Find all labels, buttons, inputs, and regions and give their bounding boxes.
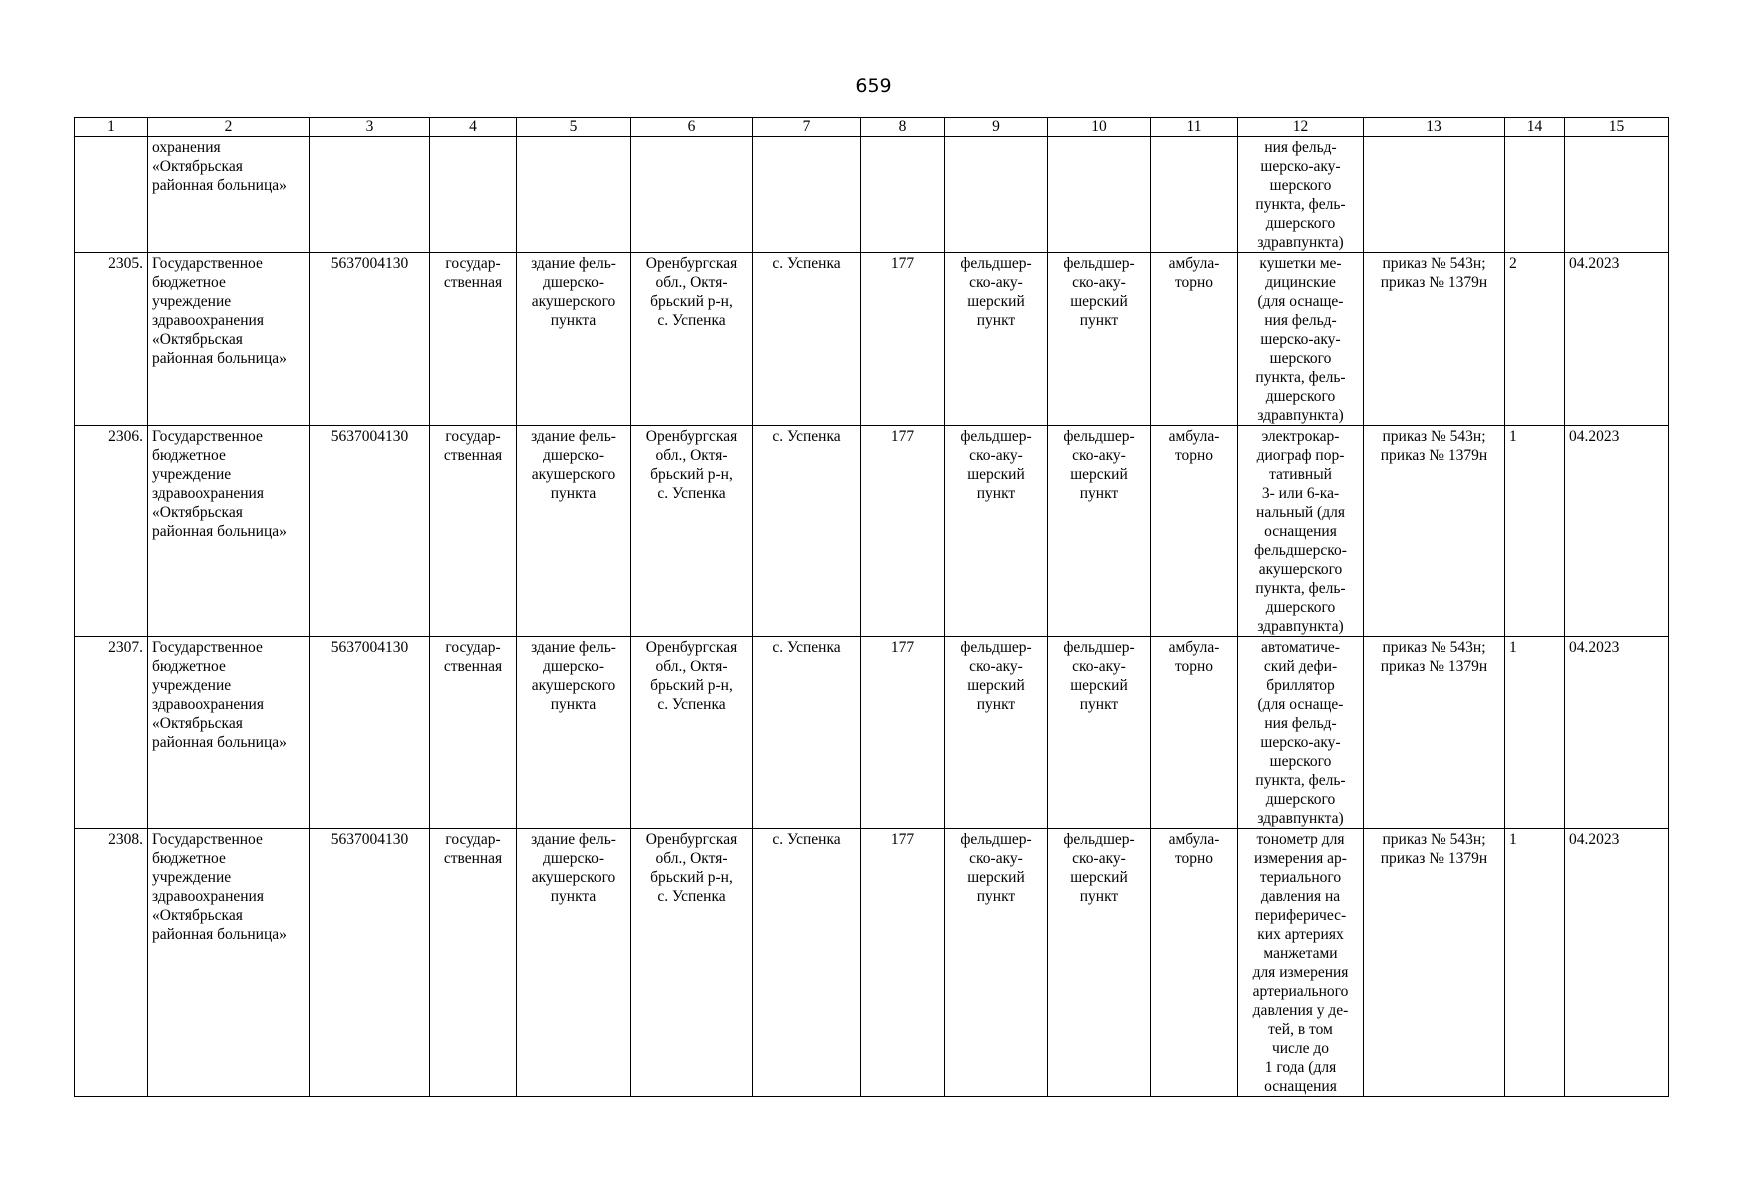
- column-header: 2: [148, 118, 310, 137]
- cell-order: приказ № 543н; приказ № 1379н: [1364, 829, 1505, 1097]
- cell-ownership: государ- ственная: [430, 829, 517, 1097]
- cell-num: [75, 137, 148, 253]
- cell-quantity: 2: [1505, 253, 1565, 426]
- registry-table: [74, 117, 1669, 1097]
- cell-unit-type: фельдшер- ско-аку- шерский пункт: [945, 829, 1048, 1097]
- cell-num: 2308.: [75, 829, 148, 1097]
- cell-locality: с. Успенка: [753, 426, 861, 637]
- cell-empty: [1565, 137, 1669, 253]
- cell-address: Оренбургская обл., Октя- брьский р-н, с. Успенка: [631, 637, 753, 829]
- cell-order: приказ № 543н; приказ № 1379н: [1364, 637, 1505, 829]
- page-number: 659: [855, 75, 892, 97]
- cell-care-form: амбула- торно: [1151, 426, 1238, 637]
- cell-unit-name: фельдшер- ско-аку- шерский пункт: [1048, 253, 1151, 426]
- cell-building: здание фель- дшерско- акушерского пункта: [517, 637, 631, 829]
- cell-address: Оренбургская обл., Октя- брьский р-н, с. Успенка: [631, 829, 753, 1097]
- cell-unit-name: фельдшер- ско-аку- шерский пункт: [1048, 829, 1151, 1097]
- cell-ownership: государ- ственная: [430, 253, 517, 426]
- column-header: 14: [1505, 118, 1565, 137]
- cell-organization: Государственное бюджетное учреждение здравоохранения «Октябрьская районная больница»: [148, 426, 310, 637]
- cell-organization: Государственное бюджетное учреждение здравоохранения «Октябрьская районная больница»: [148, 829, 310, 1097]
- cell-locality: с. Успенка: [753, 637, 861, 829]
- cell-empty: [861, 137, 945, 253]
- cell-code: 177: [861, 829, 945, 1097]
- cell-order: приказ № 543н; приказ № 1379н: [1364, 426, 1505, 637]
- column-header: 12: [1238, 118, 1364, 137]
- cell-unit-type: фельдшер- ско-аку- шерский пункт: [945, 637, 1048, 829]
- cell-inn: 5637004130: [310, 253, 430, 426]
- cell-locality: с. Успенка: [753, 829, 861, 1097]
- cell-quantity: 1: [1505, 637, 1565, 829]
- cell-care-form: амбула- торно: [1151, 637, 1238, 829]
- column-header: 3: [310, 118, 430, 137]
- cell-code: 177: [861, 637, 945, 829]
- cell-empty: [1048, 137, 1151, 253]
- cell-inn: 5637004130: [310, 829, 430, 1097]
- cell-empty: [430, 137, 517, 253]
- cell-num: 2305.: [75, 253, 148, 426]
- cell-equipment: тонометр для измерения ар- териального давления на периферичес- ких артериях манжетами для измерения артериального давления у де- тей, в том числе до 1 года (для оснащения: [1238, 829, 1364, 1097]
- cell-empty: [310, 137, 430, 253]
- cell-quantity: 1: [1505, 426, 1565, 637]
- cell-unit-name: фельдшер- ско-аку- шерский пункт: [1048, 426, 1151, 637]
- cell-equipment: кушетки ме- дицинские (для оснаще- ния фельд- шерско-аку- шерского пункта, фель- дшерского здравпункта): [1238, 253, 1364, 426]
- cell-care-form: амбула- торно: [1151, 253, 1238, 426]
- cell-num: 2306.: [75, 426, 148, 637]
- cell-unit-name: фельдшер- ско-аку- шерский пункт: [1048, 637, 1151, 829]
- cell-building: здание фель- дшерско- акушерского пункта: [517, 253, 631, 426]
- column-header: 9: [945, 118, 1048, 137]
- cell-care-form: амбула- торно: [1151, 829, 1238, 1097]
- cell-empty: [1364, 137, 1505, 253]
- cell-empty: [517, 137, 631, 253]
- cell-date: 04.2023: [1565, 253, 1669, 426]
- column-header: 4: [430, 118, 517, 137]
- cell-empty: [1505, 137, 1565, 253]
- column-header: 15: [1565, 118, 1669, 137]
- column-header: 1: [75, 118, 148, 137]
- cell-equipment: автоматиче- ский дефи- бриллятор (для оснаще- ния фельд- шерско-аку- шерского пункта, фель- дшерского здравпункта): [1238, 637, 1364, 829]
- cell-unit-type: фельдшер- ско-аку- шерский пункт: [945, 426, 1048, 637]
- column-header: 10: [1048, 118, 1151, 137]
- table-row: [75, 253, 1669, 426]
- cell-inn: 5637004130: [310, 637, 430, 829]
- cell-empty: [753, 137, 861, 253]
- column-header: 5: [517, 118, 631, 137]
- cell-ownership: государ- ственная: [430, 637, 517, 829]
- cell-empty: [945, 137, 1048, 253]
- cell-locality: с. Успенка: [753, 253, 861, 426]
- column-header: 8: [861, 118, 945, 137]
- cell-num: 2307.: [75, 637, 148, 829]
- cell-equipment: ния фельд- шерско-аку- шерского пункта, фель- дшерского здравпункта): [1238, 137, 1364, 253]
- cell-equipment: электрокар- диограф пор- тативный 3- или 6-ка- нальный (для оснащения фельдшерско- акушерского пункта, фель- дшерского здравпункта): [1238, 426, 1364, 637]
- cell-date: 04.2023: [1565, 637, 1669, 829]
- cell-date: 04.2023: [1565, 426, 1669, 637]
- cell-empty: [631, 137, 753, 253]
- cell-inn: 5637004130: [310, 426, 430, 637]
- table-row: [75, 829, 1669, 1097]
- cell-organization: охранения «Октябрьская районная больница»: [148, 137, 310, 253]
- cell-organization: Государственное бюджетное учреждение здравоохранения «Октябрьская районная больница»: [148, 253, 310, 426]
- table-row-continuation: [75, 137, 1669, 253]
- cell-ownership: государ- ственная: [430, 426, 517, 637]
- table-row: [75, 426, 1669, 637]
- cell-building: здание фель- дшерско- акушерского пункта: [517, 829, 631, 1097]
- column-header: 7: [753, 118, 861, 137]
- cell-order: приказ № 543н; приказ № 1379н: [1364, 253, 1505, 426]
- cell-code: 177: [861, 253, 945, 426]
- column-header: 11: [1151, 118, 1238, 137]
- cell-date: 04.2023: [1565, 829, 1669, 1097]
- table-row: [75, 637, 1669, 829]
- column-header: 6: [631, 118, 753, 137]
- cell-organization: Государственное бюджетное учреждение здравоохранения «Октябрьская районная больница»: [148, 637, 310, 829]
- cell-address: Оренбургская обл., Октя- брьский р-н, с. Успенка: [631, 253, 753, 426]
- cell-quantity: 1: [1505, 829, 1565, 1097]
- header-row: [75, 118, 1669, 137]
- cell-building: здание фель- дшерско- акушерского пункта: [517, 426, 631, 637]
- cell-code: 177: [861, 426, 945, 637]
- cell-empty: [1151, 137, 1238, 253]
- cell-unit-type: фельдшер- ско-аку- шерский пункт: [945, 253, 1048, 426]
- column-header: 13: [1364, 118, 1505, 137]
- cell-address: Оренбургская обл., Октя- брьский р-н, с. Успенка: [631, 426, 753, 637]
